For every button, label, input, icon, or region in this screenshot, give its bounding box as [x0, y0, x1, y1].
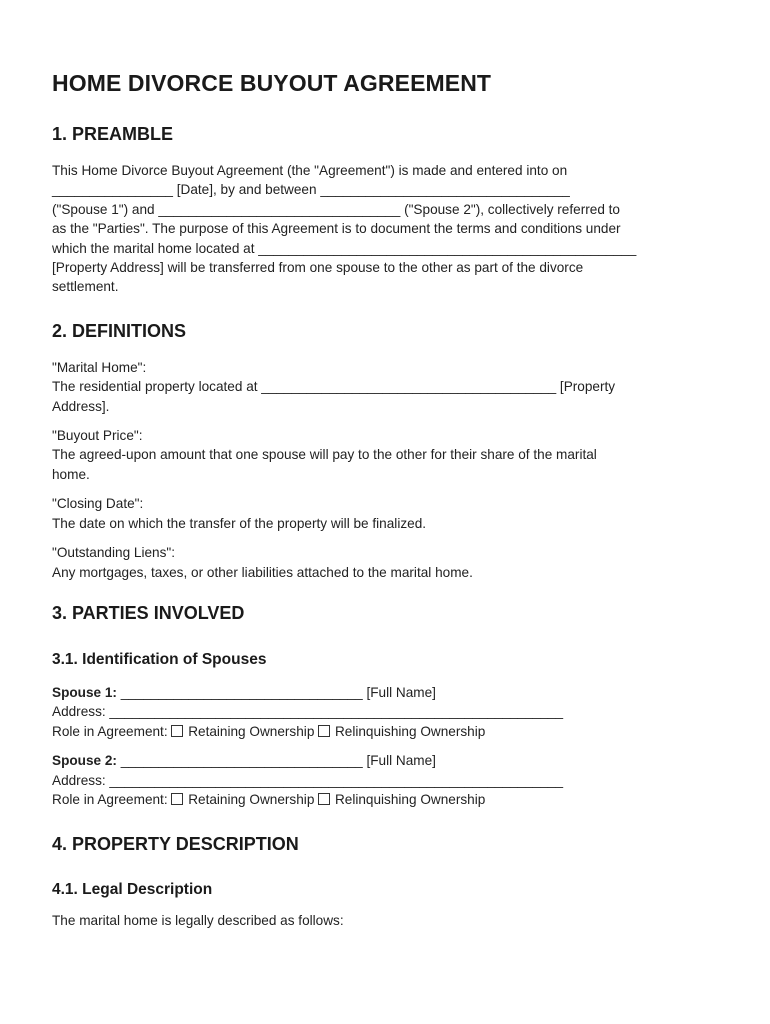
spouse-label: Spouse 1:	[52, 684, 117, 700]
definition-text: Address].	[52, 398, 110, 414]
preamble-heading: 1. PREAMBLE	[52, 124, 174, 144]
definition-marital-home	[52, 358, 718, 416]
spouse-role-line	[52, 722, 718, 741]
document-title: HOME DIVORCE BUYOUT AGREEMENT	[52, 70, 492, 96]
preamble-line: settlement.	[52, 279, 119, 295]
role-label: Role in Agreement:	[52, 791, 168, 807]
definition-text: Any mortgages, taxes, or other liabilities attached to the marital home.	[52, 564, 473, 580]
relinquishing-checkbox[interactable]	[318, 725, 330, 737]
definition-text: The agreed-upon amount that one spouse will pay to the other for their share of the marital	[52, 447, 597, 463]
definition-text: home.	[52, 466, 90, 482]
relinquishing-option-label: Relinquishing Ownership	[334, 723, 486, 739]
legal-description-intro: The marital home is legally described as follows:	[52, 913, 344, 929]
preamble-line: ("Spouse 1") and ________________________________ ("Spouse 2"), collectively referred to	[52, 201, 620, 217]
role-label: Role in Agreement:	[52, 723, 168, 739]
preamble-line: ________________ [Date], by and between _________________________________	[52, 182, 570, 198]
spouse-label: Spouse 2:	[52, 753, 117, 769]
property-heading: 4. PROPERTY DESCRIPTION	[52, 834, 299, 855]
definition-closing-date	[52, 494, 718, 533]
parties-heading: 3. PARTIES INVOLVED	[52, 602, 245, 623]
retaining-checkbox[interactable]	[171, 793, 183, 805]
parties-subheading: 3.1. Identification of Spouses	[52, 650, 267, 668]
definition-text: The date on which the transfer of the property will be finalized.	[52, 515, 427, 531]
retaining-checkbox[interactable]	[171, 725, 183, 737]
preamble-line: which the marital home located at __________________________________________________	[52, 240, 637, 256]
relinquishing-checkbox[interactable]	[318, 793, 330, 805]
preamble-line: This Home Divorce Buyout Agreement (the "Agreement") is made and entered into on	[52, 163, 568, 178]
definition-term: "Closing Date":	[52, 496, 144, 512]
retaining-option-label: Retaining Ownership	[188, 723, 315, 739]
spouse-address-field[interactable]: Address: ____________________________________________________________	[52, 772, 564, 788]
preamble-line: as the "Parties". The purpose of this Agreement is to document the terms and conditions under	[52, 221, 621, 237]
spouse-role-line	[52, 790, 718, 809]
spouse-2-block	[52, 751, 718, 809]
definition-term: "Buyout Price":	[52, 428, 143, 444]
definition-term: "Marital Home":	[52, 359, 147, 375]
preamble-body	[52, 161, 718, 297]
spouse-name-field[interactable]: ________________________________ [Full Name]	[116, 684, 436, 700]
preamble-line: [Property Address] will be transferred from one spouse to the other as part of the divorce	[52, 260, 584, 276]
definition-term: "Outstanding Liens":	[52, 545, 176, 561]
spouse-name-line[interactable]	[52, 751, 718, 770]
definition-outstanding-liens	[52, 543, 718, 582]
relinquishing-option-label: Relinquishing Ownership	[334, 791, 486, 807]
definitions-heading: 2. DEFINITIONS	[52, 320, 187, 341]
definition-buyout-price	[52, 426, 718, 484]
retaining-option-label: Retaining Ownership	[188, 791, 315, 807]
spouse-address-field[interactable]: Address: ____________________________________________________________	[52, 704, 564, 720]
property-subheading: 4.1. Legal Description	[52, 881, 213, 899]
spouse-name-line[interactable]	[52, 683, 718, 702]
spouse-1-block	[52, 683, 718, 741]
spouse-name-field[interactable]: ________________________________ [Full Name]	[116, 753, 436, 769]
definition-text: The residential property located at _______________________________________ [Property	[52, 379, 616, 395]
